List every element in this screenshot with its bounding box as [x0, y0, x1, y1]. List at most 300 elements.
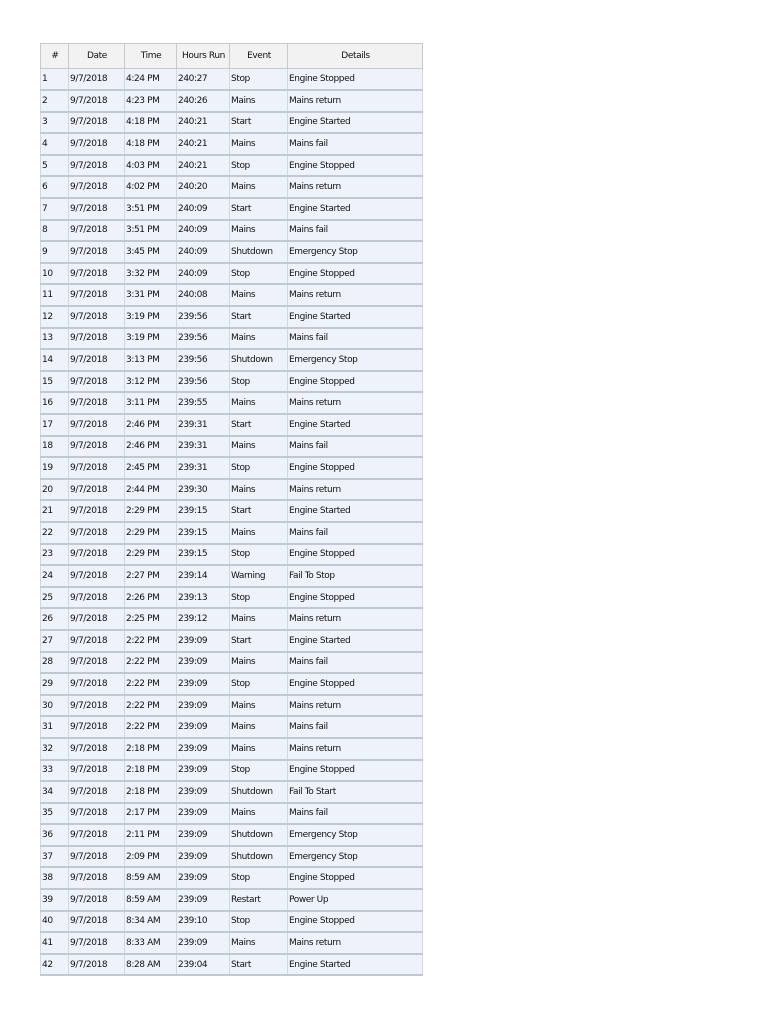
cell-time: 2:26 PM	[125, 587, 177, 609]
cell-number: 5	[41, 155, 69, 177]
column-header-time: Time	[125, 44, 177, 69]
cell-date: 9/7/2018	[69, 760, 125, 782]
cell-number: 27	[41, 630, 69, 652]
cell-date: 9/7/2018	[69, 846, 125, 868]
cell-event: Mains	[230, 716, 288, 738]
column-header-number: #	[41, 44, 69, 69]
table-header	[41, 44, 423, 69]
cell-hours-run: 239:09	[177, 695, 230, 717]
cell-hours-run: 239:09	[177, 846, 230, 868]
cell-hours-run: 239:31	[177, 436, 230, 458]
cell-time: 2:46 PM	[125, 414, 177, 436]
cell-details: Engine Stopped	[288, 911, 423, 933]
cell-hours-run: 239:55	[177, 392, 230, 414]
cell-time: 8:28 AM	[125, 954, 177, 976]
cell-date: 9/7/2018	[69, 220, 125, 242]
cell-event: Mains	[230, 932, 288, 954]
cell-event: Stop	[230, 867, 288, 889]
cell-hours-run: 239:09	[177, 673, 230, 695]
cell-hours-run: 240:20	[177, 176, 230, 198]
cell-event: Start	[230, 306, 288, 328]
table-row	[41, 587, 423, 609]
cell-hours-run: 239:56	[177, 328, 230, 350]
cell-date: 9/7/2018	[69, 479, 125, 501]
cell-details: Engine Started	[288, 954, 423, 976]
cell-hours-run: 239:15	[177, 544, 230, 566]
table-row	[41, 306, 423, 328]
table-row	[41, 241, 423, 263]
cell-event: Start	[230, 954, 288, 976]
table-row	[41, 500, 423, 522]
cell-date: 9/7/2018	[69, 824, 125, 846]
cell-number: 14	[41, 349, 69, 371]
table-row	[41, 889, 423, 911]
table-row	[41, 544, 423, 566]
cell-number: 35	[41, 803, 69, 825]
table-row	[41, 263, 423, 285]
cell-details: Engine Stopped	[288, 69, 423, 91]
cell-date: 9/7/2018	[69, 954, 125, 976]
cell-time: 2:29 PM	[125, 544, 177, 566]
cell-event: Stop	[230, 155, 288, 177]
cell-number: 15	[41, 371, 69, 393]
table-row	[41, 176, 423, 198]
cell-number: 17	[41, 414, 69, 436]
table-row	[41, 781, 423, 803]
cell-date: 9/7/2018	[69, 112, 125, 134]
table-row	[41, 846, 423, 868]
cell-hours-run: 239:10	[177, 911, 230, 933]
table-row	[41, 652, 423, 674]
table-row	[41, 695, 423, 717]
cell-date: 9/7/2018	[69, 241, 125, 263]
cell-details: Mains fail	[288, 328, 423, 350]
cell-number: 33	[41, 760, 69, 782]
table-row	[41, 673, 423, 695]
table-body	[41, 69, 423, 976]
cell-number: 12	[41, 306, 69, 328]
cell-time: 2:22 PM	[125, 716, 177, 738]
cell-details: Emergency Stop	[288, 349, 423, 371]
cell-details: Mains return	[288, 479, 423, 501]
cell-hours-run: 239:31	[177, 414, 230, 436]
cell-number: 26	[41, 608, 69, 630]
cell-number: 24	[41, 565, 69, 587]
cell-hours-run: 239:09	[177, 630, 230, 652]
cell-date: 9/7/2018	[69, 738, 125, 760]
table-row	[41, 911, 423, 933]
cell-details: Engine Stopped	[288, 371, 423, 393]
table-row	[41, 867, 423, 889]
cell-hours-run: 239:12	[177, 608, 230, 630]
table-row	[41, 932, 423, 954]
cell-number: 40	[41, 911, 69, 933]
cell-number: 8	[41, 220, 69, 242]
cell-hours-run: 240:26	[177, 90, 230, 112]
cell-event: Mains	[230, 176, 288, 198]
cell-number: 1	[41, 69, 69, 91]
cell-details: Engine Stopped	[288, 457, 423, 479]
cell-details: Mains return	[288, 392, 423, 414]
cell-details: Mains fail	[288, 220, 423, 242]
cell-date: 9/7/2018	[69, 803, 125, 825]
table-row	[41, 565, 423, 587]
table-row	[41, 328, 423, 350]
cell-time: 8:33 AM	[125, 932, 177, 954]
cell-hours-run: 239:56	[177, 371, 230, 393]
cell-time: 2:17 PM	[125, 803, 177, 825]
cell-hours-run: 240:21	[177, 133, 230, 155]
cell-number: 28	[41, 652, 69, 674]
cell-event: Mains	[230, 436, 288, 458]
cell-event: Mains	[230, 803, 288, 825]
cell-number: 41	[41, 932, 69, 954]
cell-details: Mains fail	[288, 716, 423, 738]
table-row	[41, 824, 423, 846]
cell-event: Mains	[230, 652, 288, 674]
cell-date: 9/7/2018	[69, 911, 125, 933]
cell-event: Stop	[230, 587, 288, 609]
cell-date: 9/7/2018	[69, 695, 125, 717]
cell-date: 9/7/2018	[69, 155, 125, 177]
cell-event: Stop	[230, 673, 288, 695]
cell-event: Mains	[230, 284, 288, 306]
cell-event: Mains	[230, 220, 288, 242]
cell-date: 9/7/2018	[69, 414, 125, 436]
cell-hours-run: 239:14	[177, 565, 230, 587]
cell-date: 9/7/2018	[69, 932, 125, 954]
cell-details: Mains return	[288, 90, 423, 112]
cell-time: 8:59 AM	[125, 889, 177, 911]
cell-time: 2:22 PM	[125, 695, 177, 717]
cell-time: 8:34 AM	[125, 911, 177, 933]
cell-time: 3:11 PM	[125, 392, 177, 414]
table-row	[41, 155, 423, 177]
cell-time: 2:18 PM	[125, 760, 177, 782]
cell-number: 32	[41, 738, 69, 760]
cell-date: 9/7/2018	[69, 716, 125, 738]
cell-details: Mains fail	[288, 652, 423, 674]
table-row	[41, 457, 423, 479]
cell-details: Mains return	[288, 608, 423, 630]
cell-details: Engine Started	[288, 306, 423, 328]
cell-hours-run: 240:09	[177, 198, 230, 220]
cell-time: 2:29 PM	[125, 500, 177, 522]
cell-event: Mains	[230, 133, 288, 155]
cell-date: 9/7/2018	[69, 198, 125, 220]
table-row	[41, 436, 423, 458]
cell-hours-run: 239:09	[177, 760, 230, 782]
cell-event: Start	[230, 198, 288, 220]
cell-event: Mains	[230, 392, 288, 414]
cell-hours-run: 239:13	[177, 587, 230, 609]
cell-date: 9/7/2018	[69, 457, 125, 479]
cell-number: 4	[41, 133, 69, 155]
cell-date: 9/7/2018	[69, 608, 125, 630]
cell-details: Engine Started	[288, 414, 423, 436]
cell-event: Start	[230, 630, 288, 652]
table-row	[41, 220, 423, 242]
column-header-date: Date	[69, 44, 125, 69]
cell-time: 2:46 PM	[125, 436, 177, 458]
cell-time: 8:59 AM	[125, 867, 177, 889]
cell-date: 9/7/2018	[69, 349, 125, 371]
cell-time: 3:45 PM	[125, 241, 177, 263]
cell-details: Engine Started	[288, 500, 423, 522]
cell-date: 9/7/2018	[69, 544, 125, 566]
cell-number: 39	[41, 889, 69, 911]
cell-number: 19	[41, 457, 69, 479]
cell-date: 9/7/2018	[69, 392, 125, 414]
cell-hours-run: 239:09	[177, 738, 230, 760]
cell-event: Shutdown	[230, 824, 288, 846]
cell-event: Restart	[230, 889, 288, 911]
cell-time: 2:44 PM	[125, 479, 177, 501]
cell-hours-run: 239:30	[177, 479, 230, 501]
cell-date: 9/7/2018	[69, 781, 125, 803]
cell-time: 3:31 PM	[125, 284, 177, 306]
cell-time: 2:18 PM	[125, 738, 177, 760]
cell-time: 3:13 PM	[125, 349, 177, 371]
cell-number: 21	[41, 500, 69, 522]
cell-hours-run: 240:09	[177, 220, 230, 242]
cell-time: 4:18 PM	[125, 112, 177, 134]
cell-number: 25	[41, 587, 69, 609]
cell-time: 2:27 PM	[125, 565, 177, 587]
cell-number: 2	[41, 90, 69, 112]
table-row	[41, 284, 423, 306]
cell-hours-run: 240:21	[177, 112, 230, 134]
cell-details: Engine Stopped	[288, 760, 423, 782]
cell-hours-run: 239:09	[177, 824, 230, 846]
cell-number: 37	[41, 846, 69, 868]
header-row	[41, 44, 423, 69]
cell-details: Emergency Stop	[288, 824, 423, 846]
cell-time: 4:02 PM	[125, 176, 177, 198]
table-row	[41, 198, 423, 220]
cell-details: Engine Stopped	[288, 263, 423, 285]
table-row	[41, 69, 423, 91]
cell-event: Shutdown	[230, 349, 288, 371]
cell-event: Mains	[230, 738, 288, 760]
cell-time: 2:18 PM	[125, 781, 177, 803]
cell-date: 9/7/2018	[69, 328, 125, 350]
cell-time: 2:29 PM	[125, 522, 177, 544]
cell-time: 4:03 PM	[125, 155, 177, 177]
table-row	[41, 954, 423, 976]
cell-details: Mains return	[288, 176, 423, 198]
cell-hours-run: 239:09	[177, 889, 230, 911]
cell-time: 2:45 PM	[125, 457, 177, 479]
cell-time: 3:51 PM	[125, 198, 177, 220]
cell-number: 42	[41, 954, 69, 976]
cell-date: 9/7/2018	[69, 69, 125, 91]
cell-number: 6	[41, 176, 69, 198]
cell-hours-run: 239:15	[177, 500, 230, 522]
cell-event: Mains	[230, 522, 288, 544]
cell-number: 36	[41, 824, 69, 846]
table-row	[41, 760, 423, 782]
table-row	[41, 608, 423, 630]
cell-event: Mains	[230, 90, 288, 112]
cell-number: 18	[41, 436, 69, 458]
cell-hours-run: 239:09	[177, 932, 230, 954]
cell-date: 9/7/2018	[69, 371, 125, 393]
cell-number: 3	[41, 112, 69, 134]
cell-time: 2:09 PM	[125, 846, 177, 868]
table-row	[41, 803, 423, 825]
cell-date: 9/7/2018	[69, 522, 125, 544]
cell-event: Stop	[230, 263, 288, 285]
cell-number: 30	[41, 695, 69, 717]
cell-details: Mains fail	[288, 436, 423, 458]
table-row	[41, 738, 423, 760]
cell-details: Mains fail	[288, 803, 423, 825]
cell-date: 9/7/2018	[69, 565, 125, 587]
table-row	[41, 349, 423, 371]
cell-hours-run: 240:21	[177, 155, 230, 177]
cell-time: 2:22 PM	[125, 652, 177, 674]
cell-time: 4:23 PM	[125, 90, 177, 112]
cell-number: 16	[41, 392, 69, 414]
cell-event: Stop	[230, 760, 288, 782]
cell-details: Engine Started	[288, 112, 423, 134]
cell-hours-run: 239:09	[177, 803, 230, 825]
table-row	[41, 414, 423, 436]
cell-time: 2:25 PM	[125, 608, 177, 630]
column-header-details: Details	[288, 44, 423, 69]
cell-event: Stop	[230, 371, 288, 393]
cell-details: Mains return	[288, 932, 423, 954]
cell-hours-run: 239:09	[177, 652, 230, 674]
cell-hours-run: 239:15	[177, 522, 230, 544]
cell-details: Emergency Stop	[288, 241, 423, 263]
cell-time: 2:22 PM	[125, 673, 177, 695]
table-row	[41, 90, 423, 112]
cell-hours-run: 240:09	[177, 263, 230, 285]
cell-date: 9/7/2018	[69, 284, 125, 306]
table-row	[41, 371, 423, 393]
cell-event: Mains	[230, 479, 288, 501]
cell-time: 3:19 PM	[125, 328, 177, 350]
cell-details: Mains return	[288, 738, 423, 760]
cell-time: 2:11 PM	[125, 824, 177, 846]
cell-details: Engine Started	[288, 630, 423, 652]
cell-time: 3:51 PM	[125, 220, 177, 242]
cell-date: 9/7/2018	[69, 889, 125, 911]
cell-number: 31	[41, 716, 69, 738]
cell-event: Shutdown	[230, 846, 288, 868]
cell-date: 9/7/2018	[69, 652, 125, 674]
cell-details: Mains return	[288, 284, 423, 306]
cell-time: 3:19 PM	[125, 306, 177, 328]
table-row	[41, 392, 423, 414]
cell-event: Mains	[230, 328, 288, 350]
cell-details: Engine Stopped	[288, 867, 423, 889]
event-log-table	[40, 43, 423, 976]
cell-number: 11	[41, 284, 69, 306]
cell-hours-run: 240:27	[177, 69, 230, 91]
cell-date: 9/7/2018	[69, 630, 125, 652]
cell-time: 4:18 PM	[125, 133, 177, 155]
cell-details: Emergency Stop	[288, 846, 423, 868]
cell-event: Mains	[230, 608, 288, 630]
cell-event: Start	[230, 112, 288, 134]
cell-date: 9/7/2018	[69, 306, 125, 328]
column-header-hours-run: Hours Run	[177, 44, 230, 69]
cell-hours-run: 240:08	[177, 284, 230, 306]
cell-number: 29	[41, 673, 69, 695]
table-row	[41, 112, 423, 134]
cell-date: 9/7/2018	[69, 263, 125, 285]
cell-event: Stop	[230, 544, 288, 566]
cell-details: Mains fail	[288, 522, 423, 544]
cell-details: Mains fail	[288, 133, 423, 155]
cell-date: 9/7/2018	[69, 867, 125, 889]
cell-date: 9/7/2018	[69, 176, 125, 198]
cell-details: Engine Stopped	[288, 587, 423, 609]
cell-details: Fail To Stop	[288, 565, 423, 587]
table-row	[41, 522, 423, 544]
cell-hours-run: 239:09	[177, 867, 230, 889]
cell-number: 23	[41, 544, 69, 566]
cell-number: 7	[41, 198, 69, 220]
cell-hours-run: 239:04	[177, 954, 230, 976]
cell-number: 22	[41, 522, 69, 544]
cell-time: 2:22 PM	[125, 630, 177, 652]
cell-event: Stop	[230, 69, 288, 91]
cell-event: Start	[230, 414, 288, 436]
cell-number: 10	[41, 263, 69, 285]
cell-details: Fail To Start	[288, 781, 423, 803]
cell-hours-run: 239:09	[177, 716, 230, 738]
cell-hours-run: 239:09	[177, 781, 230, 803]
cell-number: 34	[41, 781, 69, 803]
cell-details: Power Up	[288, 889, 423, 911]
cell-date: 9/7/2018	[69, 436, 125, 458]
cell-date: 9/7/2018	[69, 90, 125, 112]
table-row	[41, 716, 423, 738]
column-header-event: Event	[230, 44, 288, 69]
cell-number: 13	[41, 328, 69, 350]
cell-hours-run: 239:56	[177, 349, 230, 371]
cell-hours-run: 239:56	[177, 306, 230, 328]
cell-details: Engine Stopped	[288, 673, 423, 695]
cell-number: 38	[41, 867, 69, 889]
cell-hours-run: 239:31	[177, 457, 230, 479]
cell-time: 4:24 PM	[125, 69, 177, 91]
table-row	[41, 479, 423, 501]
table-row	[41, 630, 423, 652]
cell-event: Mains	[230, 695, 288, 717]
cell-details: Engine Stopped	[288, 155, 423, 177]
cell-hours-run: 240:09	[177, 241, 230, 263]
cell-number: 9	[41, 241, 69, 263]
cell-event: Start	[230, 500, 288, 522]
cell-date: 9/7/2018	[69, 133, 125, 155]
cell-number: 20	[41, 479, 69, 501]
cell-event: Warning	[230, 565, 288, 587]
cell-event: Shutdown	[230, 781, 288, 803]
cell-event: Stop	[230, 457, 288, 479]
table-row	[41, 133, 423, 155]
cell-time: 3:12 PM	[125, 371, 177, 393]
cell-event: Stop	[230, 911, 288, 933]
cell-date: 9/7/2018	[69, 587, 125, 609]
cell-date: 9/7/2018	[69, 500, 125, 522]
cell-details: Mains return	[288, 695, 423, 717]
cell-details: Engine Stopped	[288, 544, 423, 566]
